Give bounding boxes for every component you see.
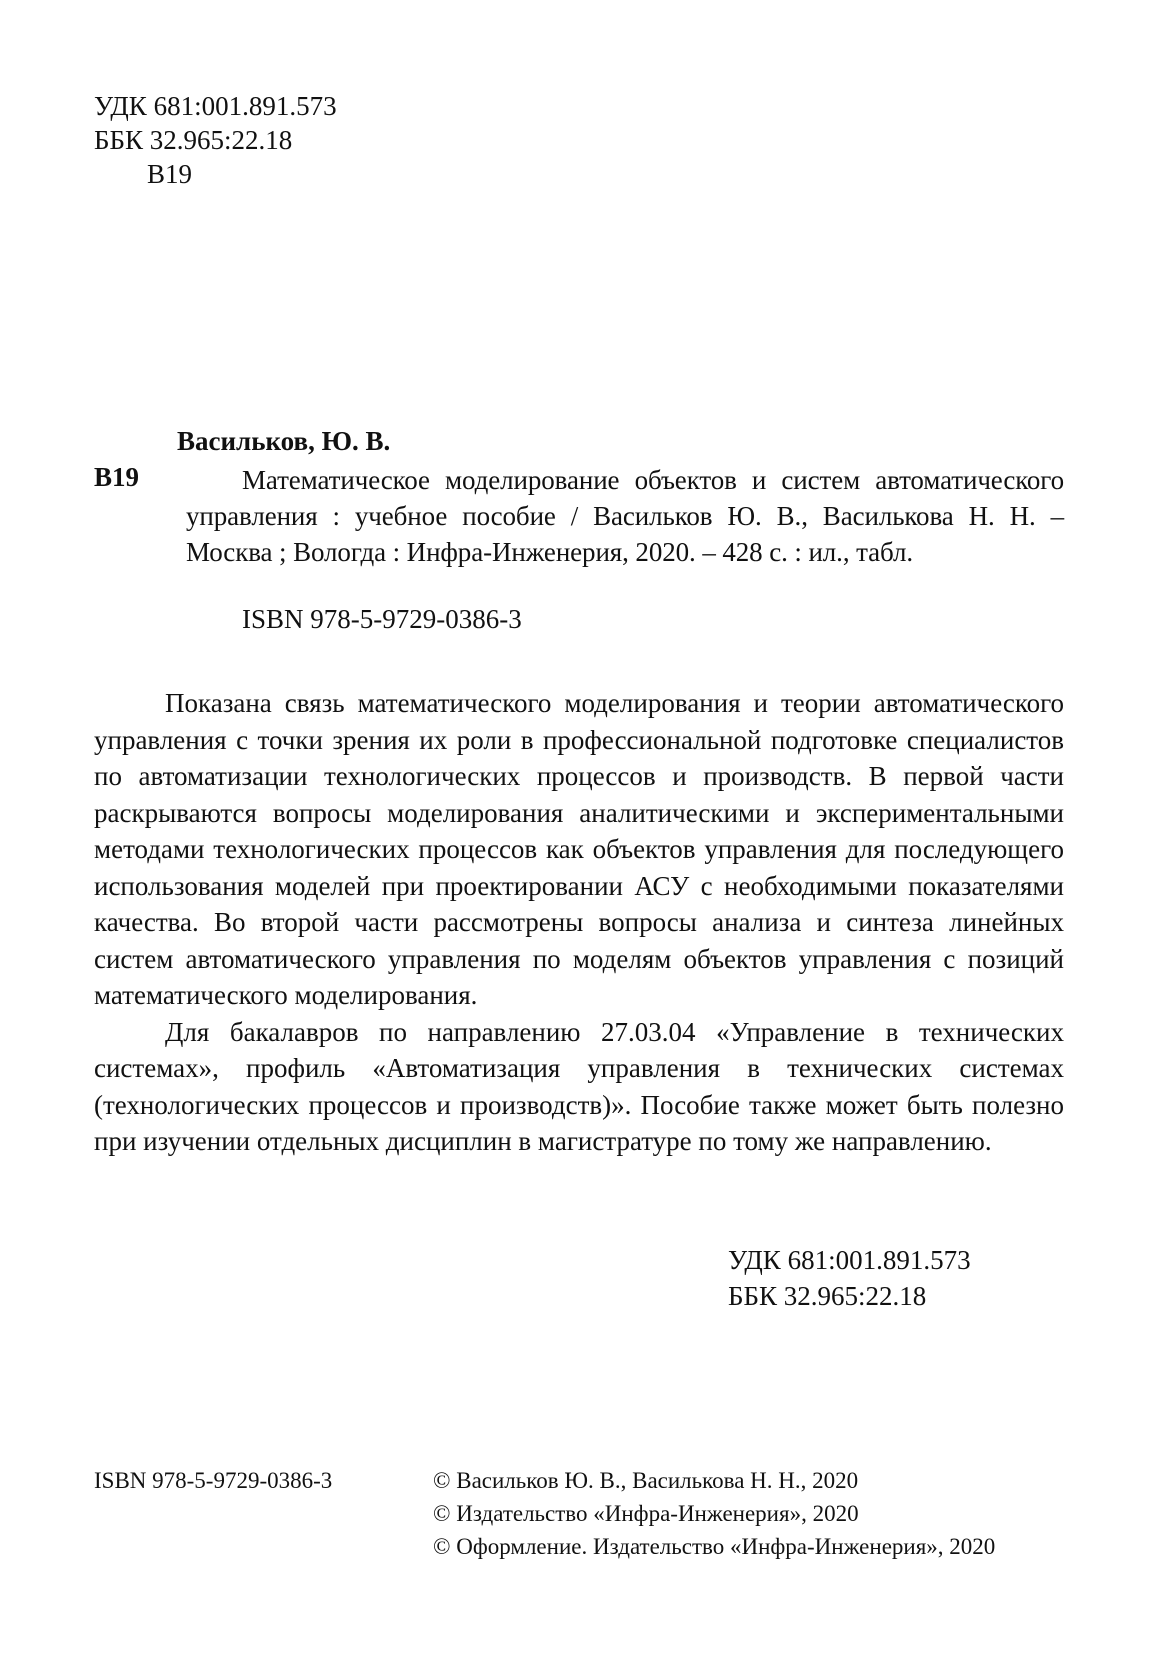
header-udk: УДК 681:001.891.573 [94,91,337,121]
card-author: Васильков, Ю. В. [177,426,391,456]
footer-isbn: ISBN 978-5-9729-0386-3 [94,1468,333,1493]
abstract-paragraph: Для бакалавров по направлению 27.03.04 «Управление в технических системах», профиль «Автоматизация управления в технических системах (технологических процессов и производств)». Пособие также может быть полезно при изучении отдельных дисциплин в магистратуре по тому же направлению. [94,1016,1064,1156]
card-description: Математическое моделирование объектов и систем автоматического управления : учебное пособие / Васильков Ю. В., Василькова Н. Н. – Москва ; Вологда : Инфра-Инженерия, 2020. – 428 с. : ил., табл. [186,465,1064,567]
card-isbn: ISBN 978-5-9729-0386-3 [242,604,522,634]
footer-copyright-design: © Оформление. Издательство «Инфра-Инженерия», 2020 [433,1534,996,1559]
bottom-udk: УДК 681:001.891.573 [728,1245,971,1275]
footer-copyright-authors: © Васильков Ю. В., Василькова Н. Н., 2020 [433,1468,859,1493]
bottom-bbk: ББК 32.965:22.18 [728,1281,927,1311]
abstract [94,685,1064,1160]
card-code: В19 [94,462,140,492]
abstract-paragraph: Показана связь математического моделирования и теории автоматического управления с точки зрения их роли в профессиональной подготовке специалистов по автоматизации технологических процессов и производств. В первой части раскрываются вопросы моделирования аналитическими и экспериментальными методами технологических процессов как объектов управления для последующего использования моделей при проектировании АСУ с необходимыми показателями качества. Во второй части рассмотрены вопросы анализа и синтеза линейных систем автоматического управления по моделям объектов управления с позиций математического моделирования. [94,688,1064,1010]
footer-copyright-publisher: © Издательство «Инфра-Инженерия», 2020 [433,1501,859,1526]
header-bbk: ББК 32.965:22.18 [94,125,293,155]
header-author-sign: В19 [147,159,193,189]
